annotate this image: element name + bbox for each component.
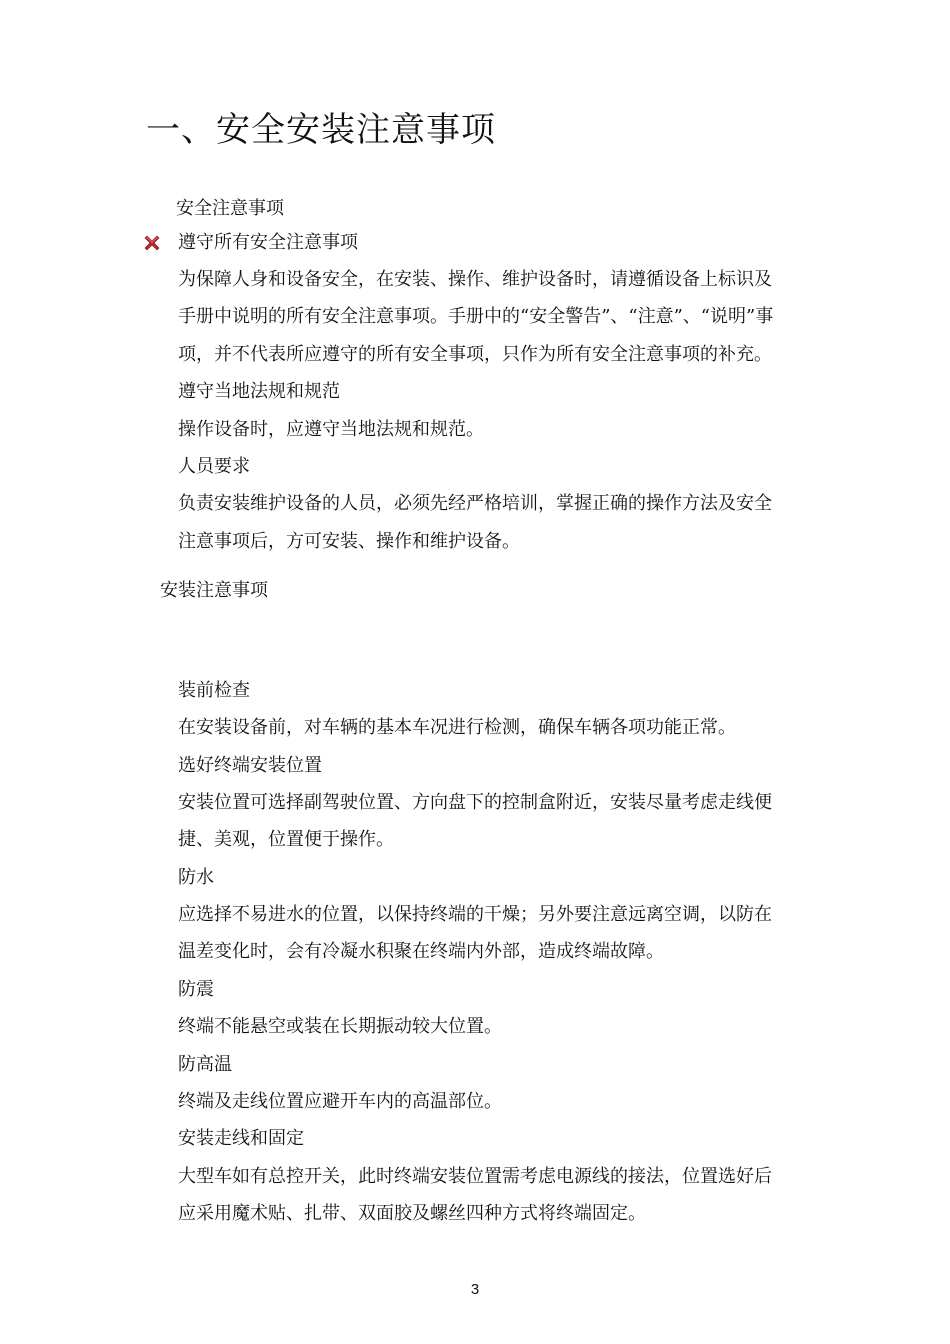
paragraph-line: 在安装设备前，对车辆的基本车况进行检测，确保车辆各项功能正常。 (178, 717, 736, 738)
paragraph-line: 装前检查 (178, 680, 250, 701)
paragraph-line: 温差变化时，会有冷凝水积聚在终端内外部，造成终端故障。 (178, 941, 664, 962)
paragraph-line: 防震 (178, 979, 214, 1000)
section-title-safety: 安全注意事项 (176, 198, 284, 219)
paragraph-line: 负责安装维护设备的人员，必须先经严格培训，掌握正确的操作方法及安全 (178, 493, 772, 514)
paragraph-line: 防高温 (178, 1054, 232, 1075)
paragraph-line: 遵守所有安全注意事项 (178, 232, 358, 253)
paragraph-line: 防水 (178, 867, 214, 888)
paragraph-line: 捷、美观，位置便于操作。 (178, 829, 394, 850)
paragraph-line: 应选择不易进水的位置，以保持终端的干燥；另外要注意远离空调，以防在 (178, 904, 772, 925)
paragraph-line: 遵守当地法规和规范 (178, 381, 340, 402)
paragraph-line: 为保障人身和设备安全，在安装、操作、维护设备时，请遵循设备上标识及 (178, 269, 772, 290)
paragraph-line: 应采用魔术贴、扎带、双面胶及螺丝四种方式将终端固定。 (178, 1203, 646, 1224)
page-number: 3 (470, 1281, 480, 1298)
paragraph-line: 手册中说明的所有安全注意事项。手册中的“安全警告”、“注意”、“说明”事 (178, 306, 774, 327)
section-title-installation: 安装注意事项 (160, 580, 268, 601)
paragraph-line: 大型车如有总控开关，此时终端安装位置需考虑电源线的接法，位置选好后 (178, 1166, 772, 1187)
red-x-bullet-icon (143, 234, 161, 252)
paragraph-line: 安装走线和固定 (178, 1128, 304, 1149)
chapter-heading: 一、安全安装注意事项 (146, 110, 496, 150)
paragraph-line: 安装位置可选择副驾驶位置、方向盘下的控制盒附近，安装尽量考虑走线便 (178, 792, 772, 813)
paragraph-line: 项，并不代表所应遵守的所有安全事项，只作为所有安全注意事项的补充。 (178, 344, 772, 365)
paragraph-line: 选好终端安装位置 (178, 755, 322, 776)
paragraph-line: 注意事项后，方可安装、操作和维护设备。 (178, 531, 520, 552)
paragraph-line: 终端不能悬空或装在长期振动较大位置。 (178, 1016, 502, 1037)
paragraph-line: 终端及走线位置应避开车内的高温部位。 (178, 1091, 502, 1112)
paragraph-line: 人员要求 (178, 456, 250, 477)
paragraph-line: 操作设备时，应遵守当地法规和规范。 (178, 419, 484, 440)
